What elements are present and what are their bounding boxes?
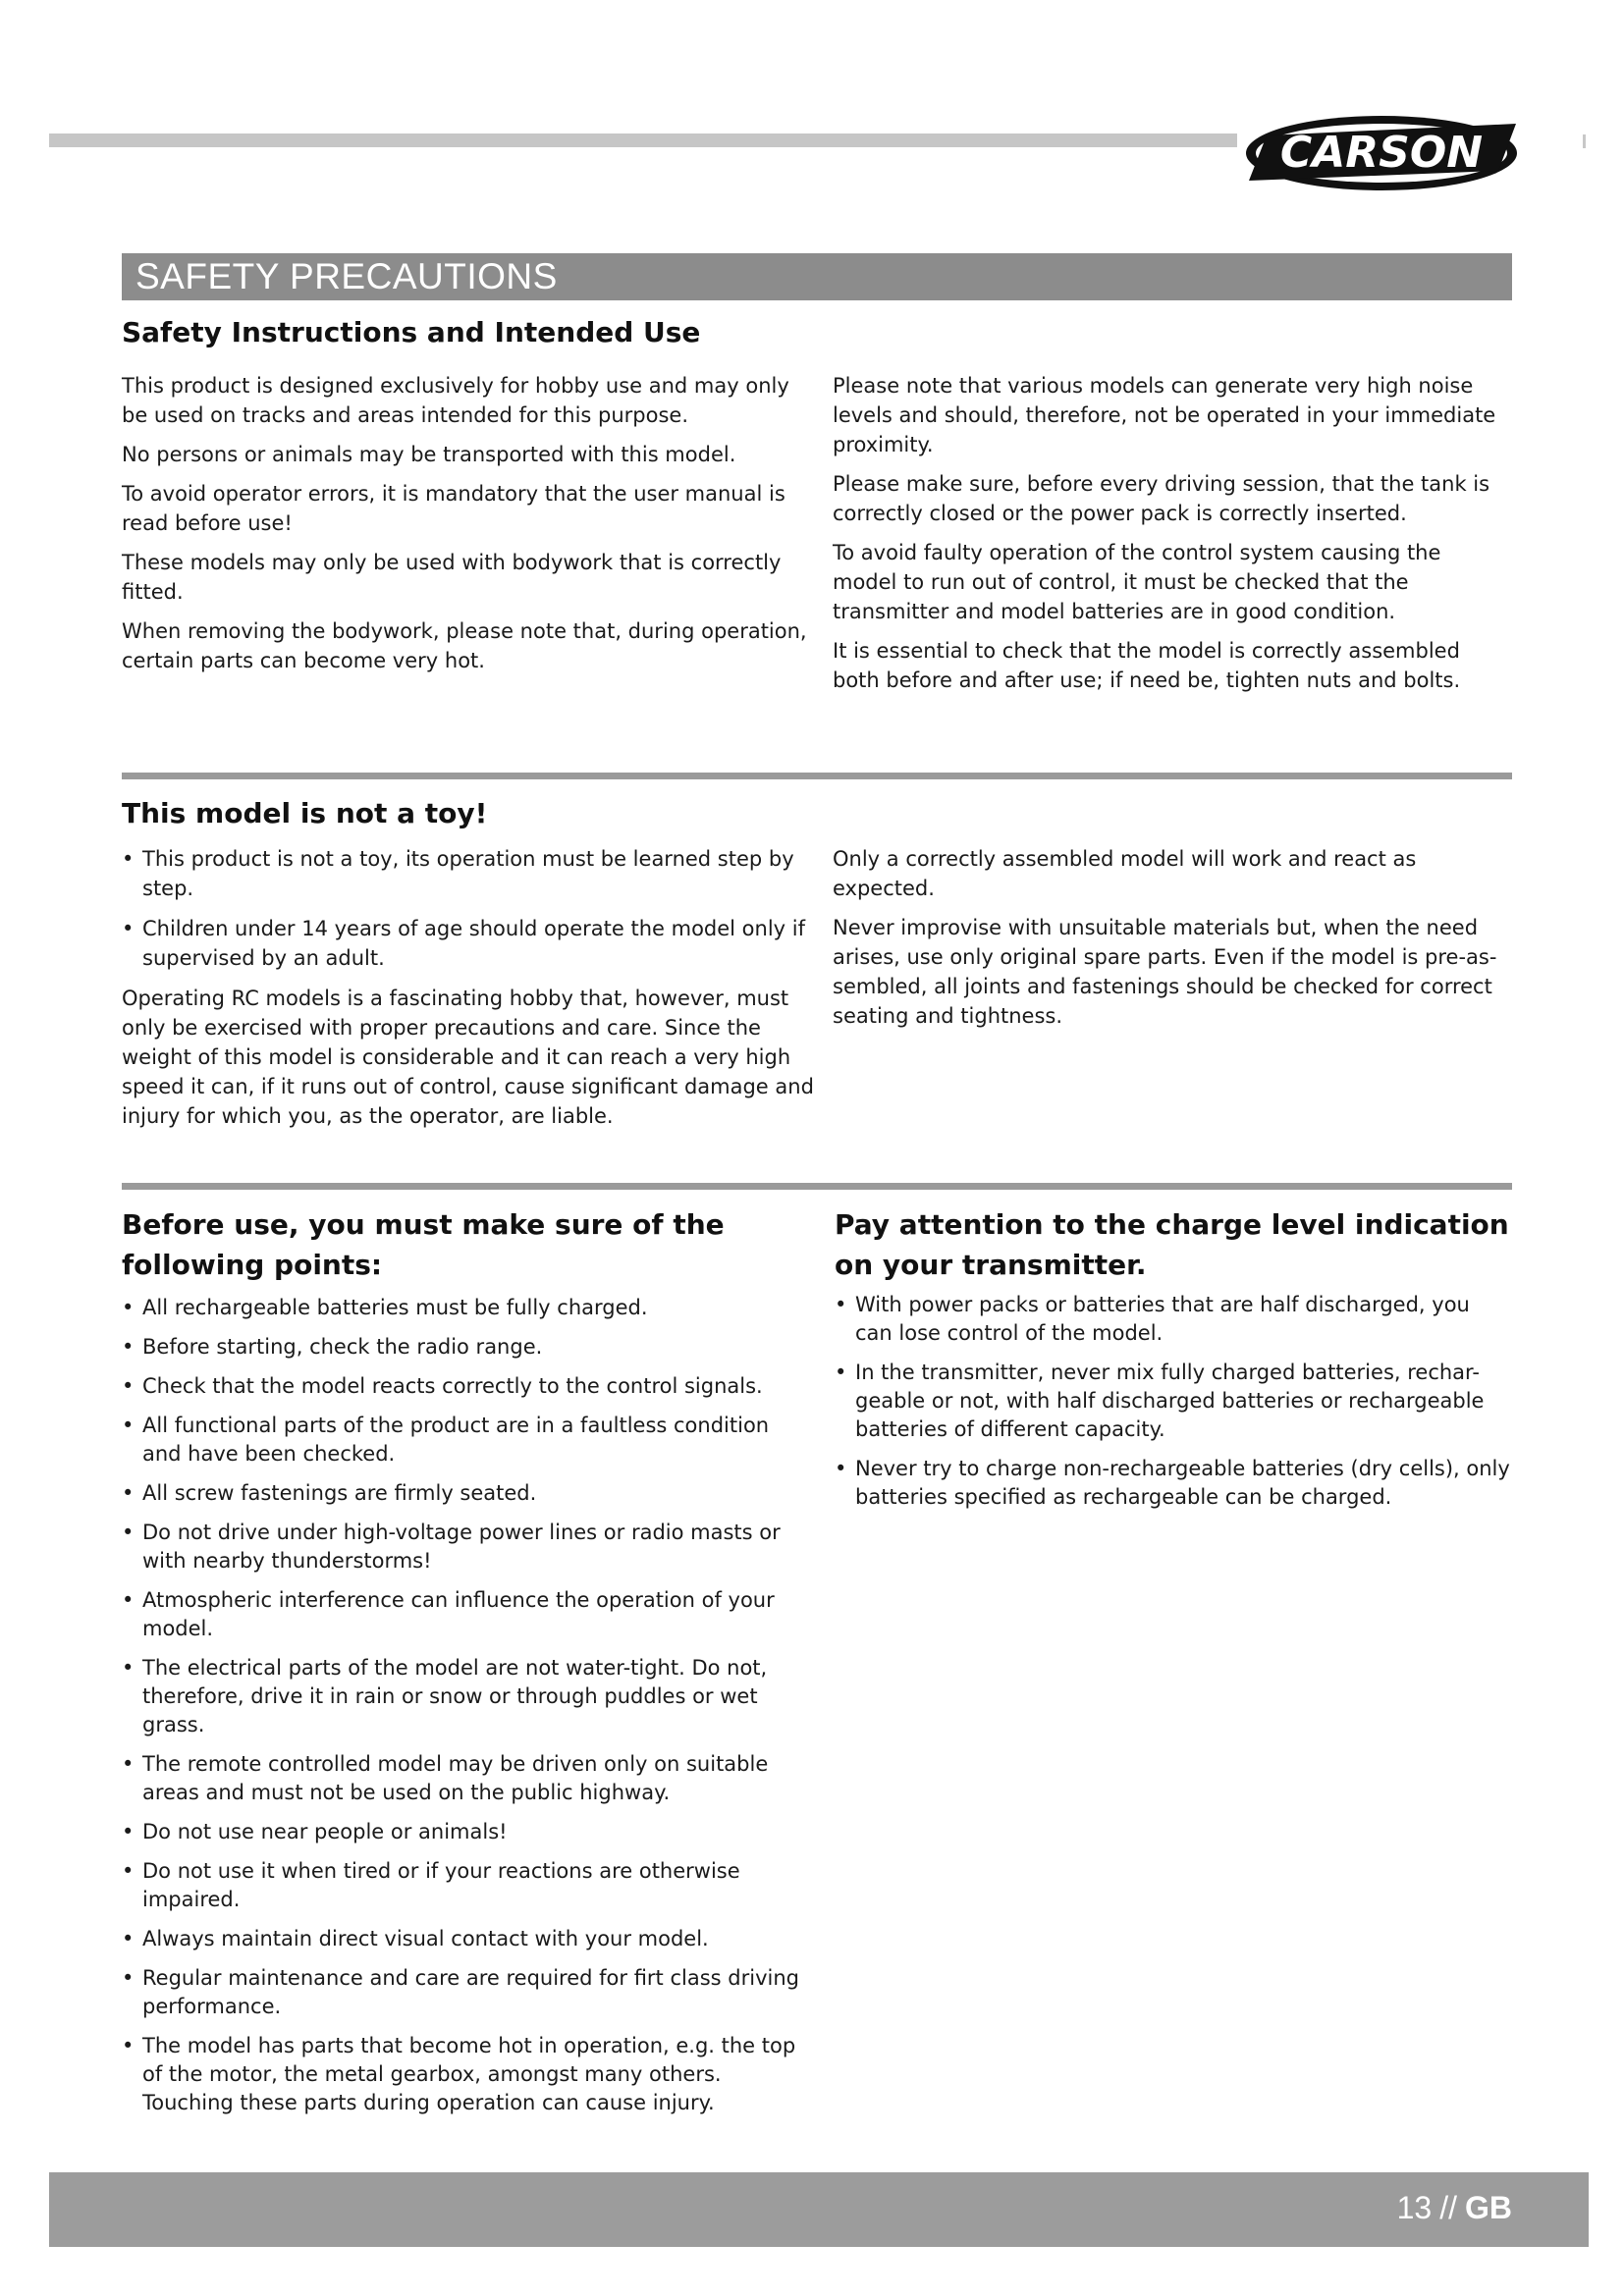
section-divider xyxy=(122,1183,1512,1190)
list-item: • Before starting, check the radio range. xyxy=(122,1333,814,1362)
paragraph: When removing the bodywork, please note that, during operation, certain parts can become very hot. xyxy=(122,619,807,672)
page-footer xyxy=(49,2172,1589,2247)
bullet-icon: • xyxy=(122,1414,135,1437)
paragraph: Never improvise with unsuitable materials but, when the need arises, use only original spare parts. Even if the model is pre-as-sembled, all joints and fastenings should be checked for correct seating and tightness. xyxy=(833,916,1497,1028)
list-item: • Do not use near people or animals! xyxy=(122,1818,814,1846)
bullet-icon: • xyxy=(122,1296,135,1319)
section2-right-column xyxy=(833,844,1510,1041)
bullet-icon: • xyxy=(122,1927,135,1950)
bullet-icon: • xyxy=(122,1335,135,1359)
bullet-icon: • xyxy=(122,1820,135,1843)
bullet-icon: • xyxy=(122,1521,135,1544)
list-item: • This product is not a toy, its operation must be learned step by step. xyxy=(122,844,814,903)
paragraph: It is essential to check that the model is correctly assembled both before and after use; if need be, tighten nuts and bolts. xyxy=(833,639,1461,692)
paragraph: To avoid faulty operation of the control system causing the model to run out of control, it must be checked that the transmitter and model batteries are in good condition. xyxy=(833,541,1441,623)
header-rule xyxy=(49,133,1237,147)
paragraph: This product is designed exclusively for hobby use and may only be used on tracks and areas intended for this purpose. xyxy=(122,374,789,427)
paragraph: To avoid operator errors, it is mandatory that the user manual is read before use! xyxy=(122,482,785,535)
section-heading-charge-level: Pay attention to the charge level indication on your transmitter. xyxy=(835,1208,1509,1281)
section-divider xyxy=(122,773,1512,779)
list-item: • All functional parts of the product are in a faultless condition and have been checked. xyxy=(122,1414,770,1466)
list-item: • Regular maintenance and care are required for firt class driving performance. xyxy=(122,1966,799,2018)
separator: // xyxy=(1439,2190,1457,2225)
paragraph: No persons or animals may be transported with this model. xyxy=(122,443,736,466)
section2-left-column xyxy=(122,844,814,1141)
bullet-list xyxy=(835,1291,1512,1512)
bullet-icon: • xyxy=(122,1588,135,1612)
page-banner xyxy=(122,253,1512,300)
section-heading-not-a-toy: This model is not a toy! xyxy=(122,797,488,829)
list-item: • Children under 14 years of age should operate the model only if supervised by an adult. xyxy=(122,914,814,973)
section-heading-intended-use: Safety Instructions and Intended Use xyxy=(122,316,701,348)
paragraph: Please note that various models can generate very high noise levels and should, therefore, not be operated in your immediate proximity. xyxy=(833,374,1496,456)
page-number-value: 13 xyxy=(1396,2190,1433,2225)
bullet-icon: • xyxy=(122,917,135,940)
bullet-icon: • xyxy=(835,1361,847,1384)
bullet-icon: • xyxy=(122,1481,135,1505)
page-title: SAFETY PRECAUTIONS xyxy=(135,256,558,296)
bullet-list xyxy=(122,1294,814,2117)
bullet-icon: • xyxy=(122,2034,135,2057)
bullet-icon: • xyxy=(835,1293,847,1316)
list-item: • Atmospheric interference can influence the operation of your model. xyxy=(122,1588,775,1640)
edge-tick xyxy=(1583,134,1586,148)
bullet-icon: • xyxy=(835,1457,847,1480)
brand-text: CARSON xyxy=(1279,128,1484,178)
bullet-icon: • xyxy=(122,1656,135,1680)
page-number xyxy=(1397,2190,1512,2226)
language-code: GB xyxy=(1465,2190,1512,2225)
section-heading-before-use: Before use, you must make sure of the following points: xyxy=(122,1208,725,1281)
list-item: • In the transmitter, never mix fully charged batteries, rechar-geable or not, with half discharged batteries or rechargeable batteries of different capacity. xyxy=(835,1361,1485,1441)
list-item: • The electrical parts of the model are not water-tight. Do not, therefore, drive it in rain or snow or through puddles or wet grass. xyxy=(122,1656,768,1736)
paragraph: Please make sure, before every driving session, that the tank is correctly closed or the power pack is correctly inserted. xyxy=(833,472,1490,525)
list-item: • All screw fastenings are firmly seated. xyxy=(122,1479,814,1508)
list-item: • Always maintain direct visual contact with your model. xyxy=(122,1925,814,1953)
list-item: • All rechargeable batteries must be fully charged. xyxy=(122,1294,814,1322)
paragraph: Operating RC models is a fascinating hobby that, however, must only be exercised with proper precautions and care. Since the weight of this model is considerable and it can reach a very high speed it can, if it runs out of control, cause significant damage and injury for which you, as the operator, are liable. xyxy=(122,987,814,1128)
list-item: • Do not drive under high-voltage power lines or radio masts or with nearby thunderstorms! xyxy=(122,1521,781,1573)
carson-logo xyxy=(1239,106,1530,194)
bullet-list xyxy=(122,844,814,973)
list-item: • Check that the model reacts correctly to the control signals. xyxy=(122,1372,814,1401)
section1-left-column xyxy=(122,371,814,685)
list-item: • Do not use it when tired or if your reactions are otherwise impaired. xyxy=(122,1859,740,1911)
list-item: • Never try to charge non-rechargeable batteries (dry cells), only batteries specified as rechargeable can be charged. xyxy=(835,1457,1510,1509)
bullet-icon: • xyxy=(122,847,135,871)
section1-right-column xyxy=(833,371,1510,705)
paragraph: Only a correctly assembled model will work and react as expected. xyxy=(833,847,1417,900)
list-item: • With power packs or batteries that are half discharged, you can lose control of the model. xyxy=(835,1293,1470,1345)
section3-checklist xyxy=(122,1294,814,2128)
list-item: • The model has parts that become hot in operation, e.g. the top of the motor, the metal gearbox, amongst many others. Touching these parts during operation can cause injury. xyxy=(122,2034,796,2114)
list-item: • The remote controlled model may be driven only on suitable areas and must not be used on the public highway. xyxy=(122,1752,769,1804)
section4-list xyxy=(835,1291,1512,1522)
bullet-icon: • xyxy=(122,1966,135,1990)
bullet-icon: • xyxy=(122,1374,135,1398)
bullet-icon: • xyxy=(122,1859,135,1883)
paragraph: These models may only be used with bodywork that is correctly fitted. xyxy=(122,551,782,604)
bullet-icon: • xyxy=(122,1752,135,1776)
